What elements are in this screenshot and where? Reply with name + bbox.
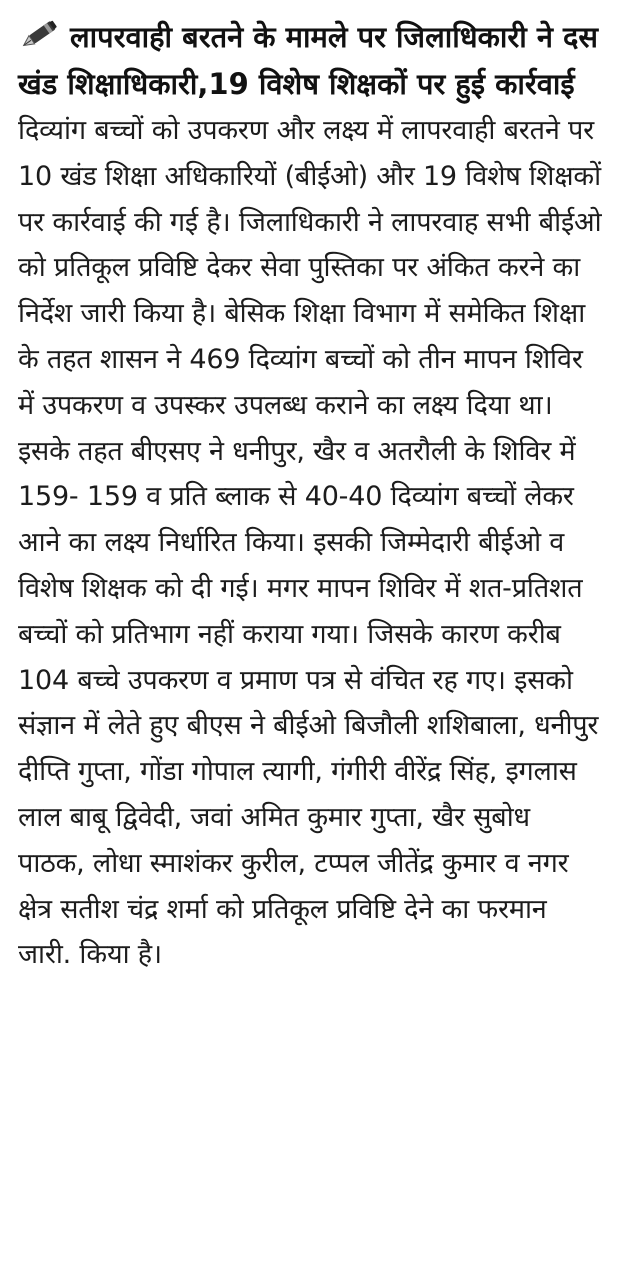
headline-text: लापरवाही बरतने के मामले पर जिलाधिकारी ने दस खंड शिक्षाधिकारी,19 विशेष शिक्षकों पर हुई कार्रवाई: [18, 20, 599, 101]
fountain-pen-icon: [18, 17, 62, 51]
article-headline: [18, 14, 604, 108]
article-body: दिव्यांग बच्चों को उपकरण और लक्ष्य में लापरवाही बरतने पर 10 खंड शिक्षा अधिकारियों (बीईओ) और 19 विशेष शिक्षकों पर कार्रवाई की गई है। जिलाधिकारी ने लापरवाह सभी बीईओ को प्रतिकूल प्रविष्टि देकर सेवा पुस्तिका पर अंकित करने का निर्देश जारी किया है। बेसिक शिक्षा विभाग में समेकित शिक्षा के तहत शासन ने 469 दिव्यांग बच्चों को तीन मापन शिविर में उपकरण व उपस्कर उपलब्ध कराने का लक्ष्य दिया था। इसके तहत बीएसए ने धनीपुर, खैर व अतरौली के शिविर में 159- 159 व प्रति ब्लाक से 40-40 दिव्यांग बच्चों लेकर आने का लक्ष्य निर्धारित किया। इसकी जिम्मेदारी बीईओ व विशेष शिक्षक को दी गई। मगर मापन शिविर में शत-प्रतिशत बच्चों को प्रतिभाग नहीं कराया गया। जिसके कारण करीब 104 बच्चे उपकरण व प्रमाण पत्र से वंचित रह गए। इसको संज्ञान में लेते हुए बीएस ने बीईओ बिजौली शशिबाला, धनीपुर दीप्ति गुप्ता, गोंडा गोपाल त्यागी, गंगीरी वीरेंद्र सिंह, इगलास लाल बाबू द्विवेदी, जवां अमित कुमार गुप्ता, खैर सुबोध पाठक, लोधा स्माशंकर कुरील, टप्पल जीतेंद्र कुमार व नगर क्षेत्र सतीश चंद्र शर्मा को प्रतिकूल प्रविष्टि देने का फरमान जारी. किया है।: [18, 115, 602, 971]
